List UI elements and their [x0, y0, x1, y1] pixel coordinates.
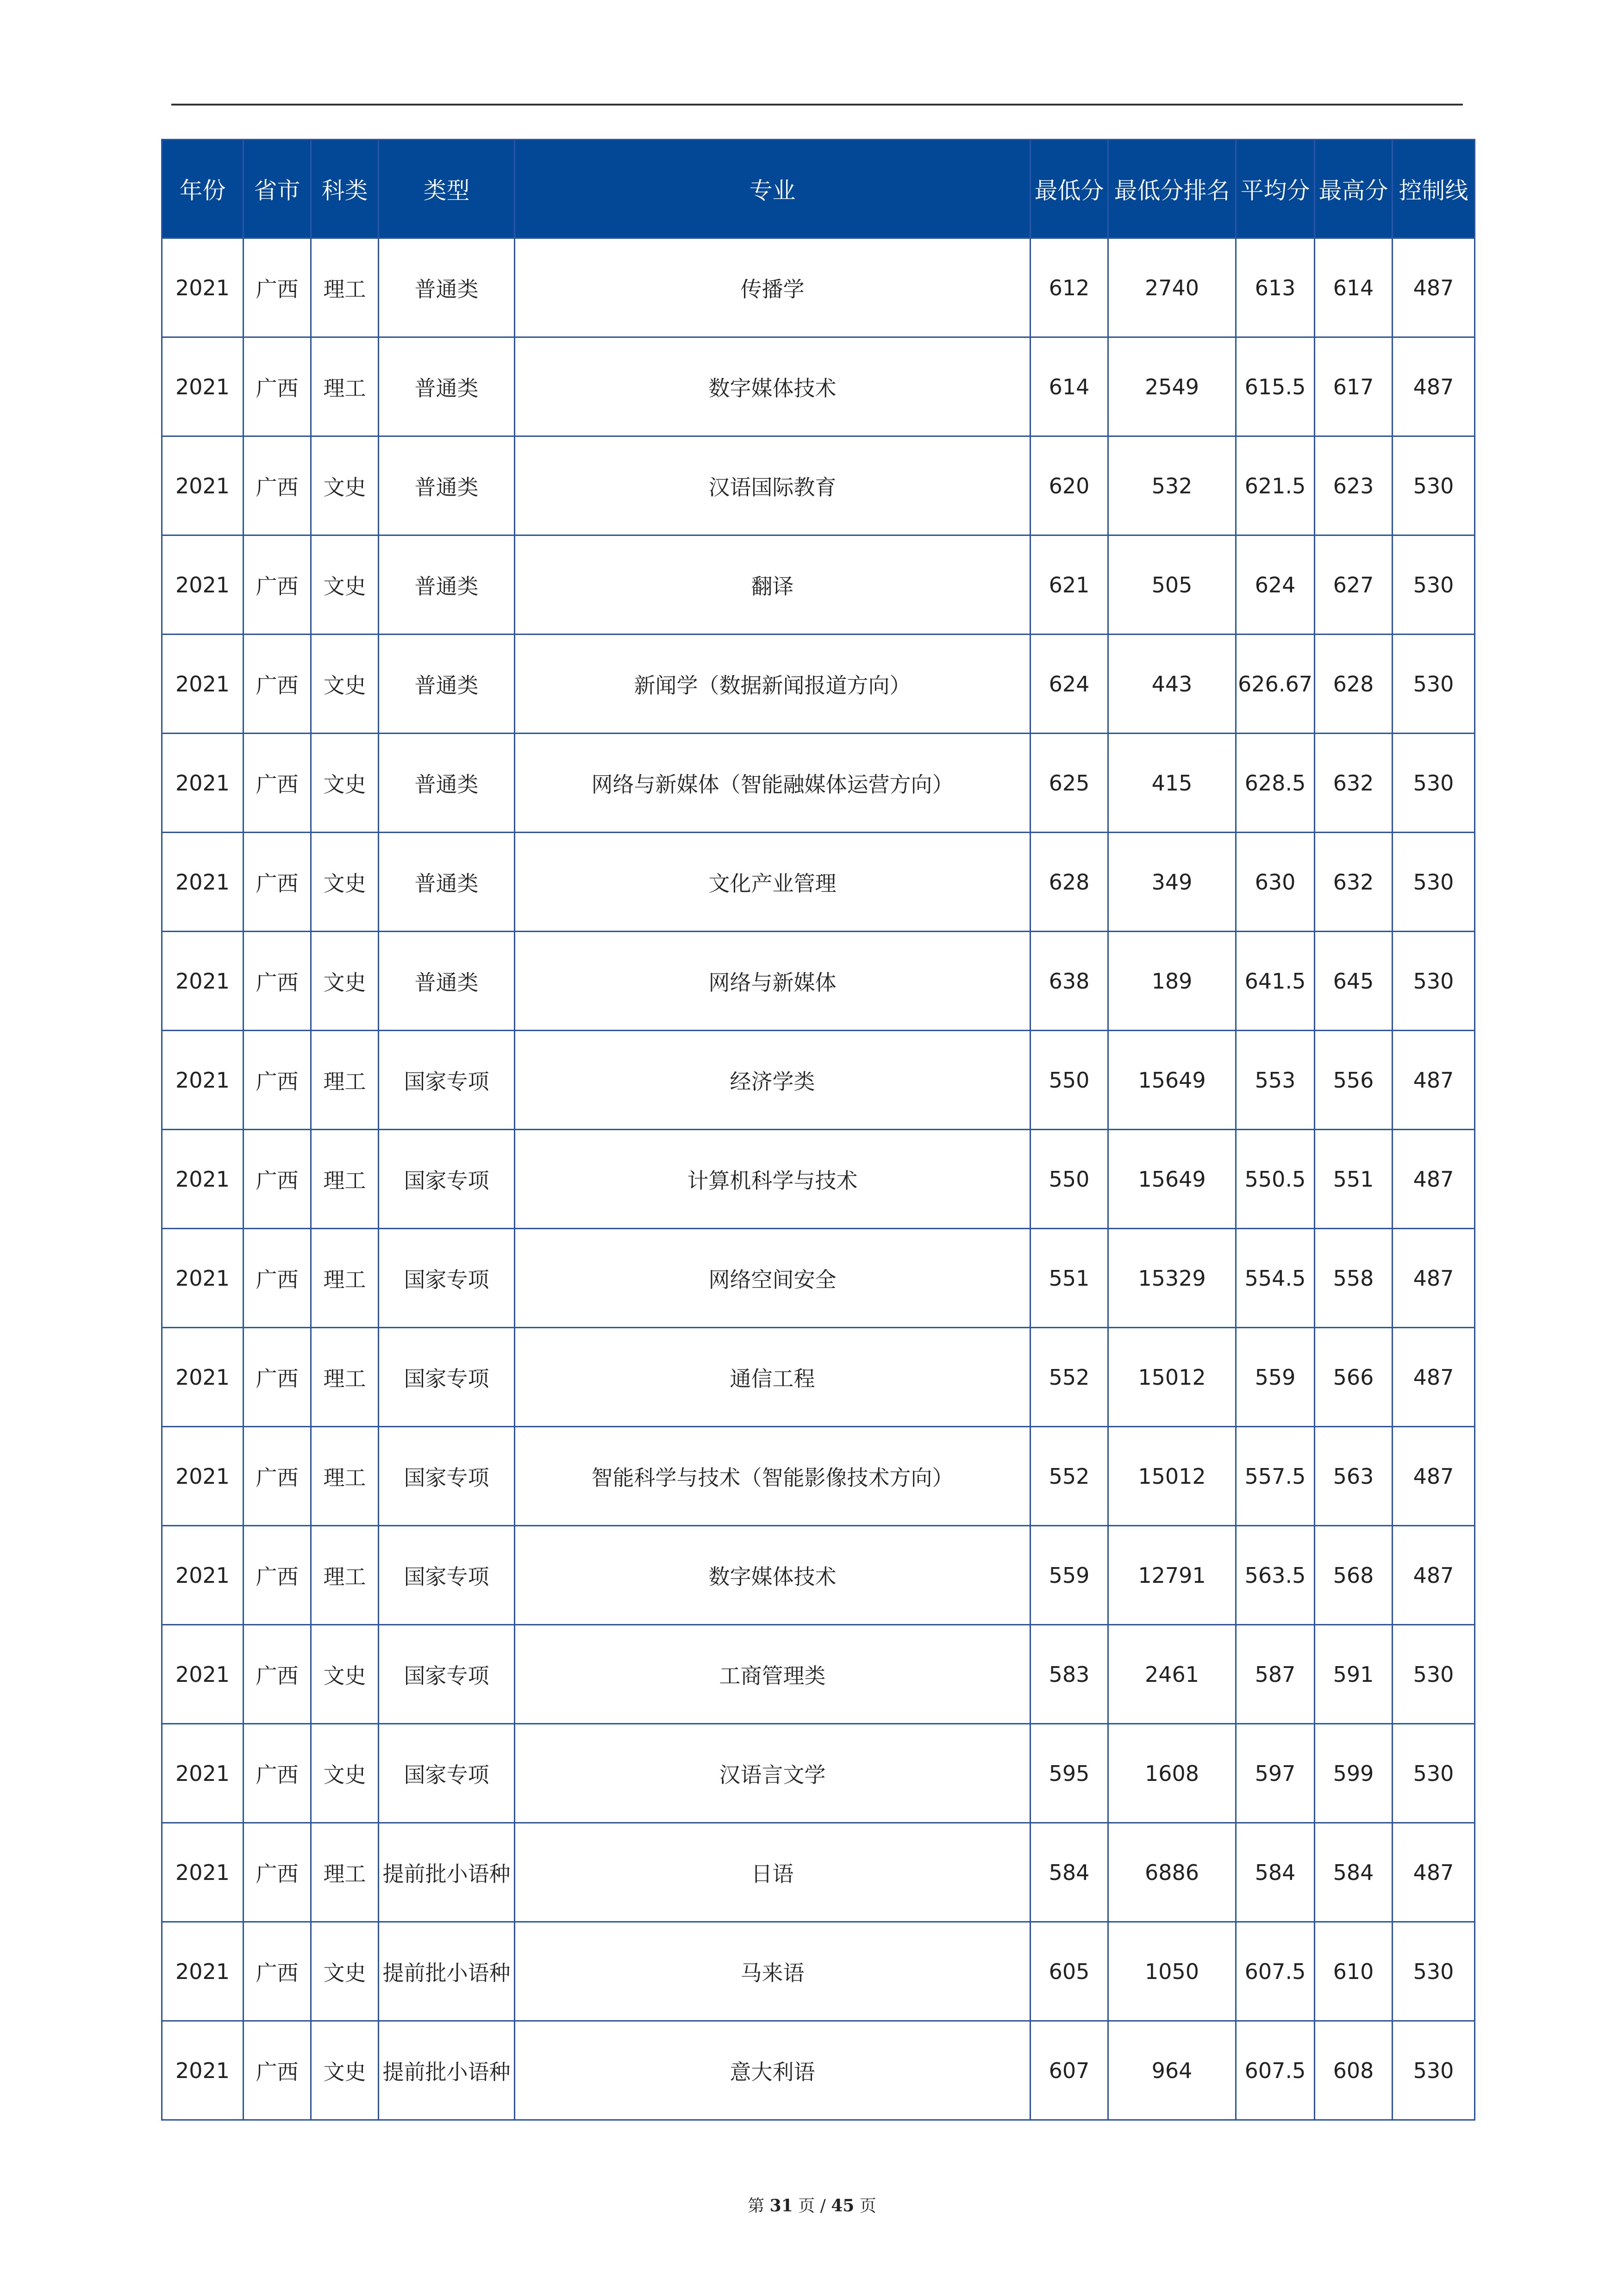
cell-max-score: 563: [1315, 1427, 1393, 1526]
table-row: [162, 734, 1475, 833]
cell-average-score: 615.5: [1236, 337, 1315, 436]
table-row: [162, 932, 1475, 1031]
cell-control-line: 487: [1393, 1229, 1475, 1328]
cell-min-score-rank: 505: [1108, 535, 1236, 635]
cell-min-score-rank: 964: [1108, 2021, 1236, 2120]
cell-province: 广西: [244, 2021, 311, 2120]
cell-year: 2021: [162, 833, 244, 932]
cell-subject-category: 文史: [311, 833, 379, 932]
table-row: [162, 833, 1475, 932]
cell-min-score: 612: [1031, 238, 1108, 337]
cell-admission-type: 国家专项: [379, 1031, 515, 1130]
cell-province: 广西: [244, 1130, 311, 1229]
cell-control-line: 530: [1393, 2021, 1475, 2120]
cell-year: 2021: [162, 1031, 244, 1130]
cell-province: 广西: [244, 1625, 311, 1724]
cell-min-score: 621: [1031, 535, 1108, 635]
cell-min-score: 550: [1031, 1130, 1108, 1229]
cell-province: 广西: [244, 1724, 311, 1823]
cell-average-score: 563.5: [1236, 1526, 1315, 1625]
cell-average-score: 553: [1236, 1031, 1315, 1130]
cell-average-score: 624: [1236, 535, 1315, 635]
cell-min-score-rank: 2549: [1108, 337, 1236, 436]
cell-subject-category: 理工: [311, 1526, 379, 1625]
cell-control-line: 487: [1393, 1823, 1475, 1922]
cell-year: 2021: [162, 1922, 244, 2021]
cell-major: 经济学类: [515, 1031, 1031, 1130]
cell-max-score: 614: [1315, 238, 1393, 337]
table-row: [162, 1229, 1475, 1328]
cell-year: 2021: [162, 1526, 244, 1625]
header-max-score: 最高分: [1315, 140, 1393, 238]
cell-max-score: 628: [1315, 635, 1393, 734]
cell-year: 2021: [162, 1427, 244, 1526]
cell-average-score: 621.5: [1236, 436, 1315, 535]
cell-min-score: 552: [1031, 1328, 1108, 1427]
cell-year: 2021: [162, 1328, 244, 1427]
cell-province: 广西: [244, 932, 311, 1031]
footer-middle: 页 /: [798, 2196, 826, 2215]
cell-min-score: 628: [1031, 833, 1108, 932]
cell-admission-type: 普通类: [379, 734, 515, 833]
cell-admission-type: 普通类: [379, 833, 515, 932]
cell-major: 马来语: [515, 1922, 1031, 2021]
cell-max-score: 556: [1315, 1031, 1393, 1130]
cell-min-score-rank: 415: [1108, 734, 1236, 833]
cell-min-score: 550: [1031, 1031, 1108, 1130]
cell-admission-type: 提前批小语种: [379, 1823, 515, 1922]
cell-province: 广西: [244, 535, 311, 635]
cell-subject-category: 理工: [311, 1823, 379, 1922]
cell-control-line: 530: [1393, 635, 1475, 734]
cell-average-score: 628.5: [1236, 734, 1315, 833]
cell-max-score: 632: [1315, 833, 1393, 932]
table-row: [162, 1427, 1475, 1526]
table-row: [162, 436, 1475, 535]
header-min-score-rank: 最低分排名: [1108, 140, 1236, 238]
cell-max-score: 599: [1315, 1724, 1393, 1823]
cell-min-score-rank: 2461: [1108, 1625, 1236, 1724]
cell-major: 网络与新媒体: [515, 932, 1031, 1031]
cell-max-score: 584: [1315, 1823, 1393, 1922]
header-province: 省市: [244, 140, 311, 238]
cell-subject-category: 理工: [311, 1130, 379, 1229]
cell-min-score-rank: 1050: [1108, 1922, 1236, 2021]
cell-major: 汉语言文学: [515, 1724, 1031, 1823]
cell-min-score: 583: [1031, 1625, 1108, 1724]
cell-max-score: 617: [1315, 337, 1393, 436]
cell-year: 2021: [162, 1823, 244, 1922]
cell-year: 2021: [162, 436, 244, 535]
cell-average-score: 597: [1236, 1724, 1315, 1823]
cell-admission-type: 普通类: [379, 535, 515, 635]
cell-province: 广西: [244, 734, 311, 833]
table-row: [162, 635, 1475, 734]
current-page-number: 31: [769, 2196, 793, 2215]
cell-control-line: 530: [1393, 535, 1475, 635]
cell-subject-category: 理工: [311, 1229, 379, 1328]
cell-year: 2021: [162, 337, 244, 436]
cell-average-score: 587: [1236, 1625, 1315, 1724]
cell-max-score: 568: [1315, 1526, 1393, 1625]
cell-min-score-rank: 189: [1108, 932, 1236, 1031]
cell-min-score-rank: 6886: [1108, 1823, 1236, 1922]
cell-subject-category: 文史: [311, 2021, 379, 2120]
cell-control-line: 487: [1393, 1328, 1475, 1427]
cell-max-score: 610: [1315, 1922, 1393, 2021]
cell-min-score-rank: 15012: [1108, 1427, 1236, 1526]
cell-subject-category: 文史: [311, 436, 379, 535]
cell-min-score-rank: 12791: [1108, 1526, 1236, 1625]
cell-year: 2021: [162, 635, 244, 734]
cell-min-score: 638: [1031, 932, 1108, 1031]
cell-subject-category: 文史: [311, 1922, 379, 2021]
header-major: 专业: [515, 140, 1031, 238]
cell-admission-type: 提前批小语种: [379, 1922, 515, 2021]
cell-average-score: 584: [1236, 1823, 1315, 1922]
cell-min-score: 614: [1031, 337, 1108, 436]
cell-year: 2021: [162, 2021, 244, 2120]
cell-min-score: 625: [1031, 734, 1108, 833]
cell-max-score: 566: [1315, 1328, 1393, 1427]
cell-min-score-rank: 1608: [1108, 1724, 1236, 1823]
cell-admission-type: 国家专项: [379, 1130, 515, 1229]
cell-major: 通信工程: [515, 1328, 1031, 1427]
table-row: [162, 337, 1475, 436]
cell-average-score: 607.5: [1236, 2021, 1315, 2120]
cell-average-score: 607.5: [1236, 1922, 1315, 2021]
cell-province: 广西: [244, 833, 311, 932]
cell-major: 新闻学（数据新闻报道方向）: [515, 635, 1031, 734]
cell-major: 网络与新媒体（智能融媒体运营方向）: [515, 734, 1031, 833]
cell-admission-type: 普通类: [379, 932, 515, 1031]
cell-admission-type: 提前批小语种: [379, 2021, 515, 2120]
cell-major: 文化产业管理: [515, 833, 1031, 932]
header-control-line: 控制线: [1393, 140, 1475, 238]
cell-min-score-rank: 15329: [1108, 1229, 1236, 1328]
header-subject-category: 科类: [311, 140, 379, 238]
page-footer: [0, 2193, 1624, 2216]
table-row: [162, 1823, 1475, 1922]
cell-major: 翻译: [515, 535, 1031, 635]
cell-subject-category: 文史: [311, 734, 379, 833]
cell-min-score: 595: [1031, 1724, 1108, 1823]
cell-province: 广西: [244, 1031, 311, 1130]
cell-subject-category: 理工: [311, 337, 379, 436]
table-row: [162, 2021, 1475, 2120]
cell-control-line: 530: [1393, 932, 1475, 1031]
cell-average-score: 550.5: [1236, 1130, 1315, 1229]
cell-year: 2021: [162, 932, 244, 1031]
cell-min-score: 584: [1031, 1823, 1108, 1922]
cell-subject-category: 文史: [311, 932, 379, 1031]
cell-min-score-rank: 15649: [1108, 1130, 1236, 1229]
cell-average-score: 630: [1236, 833, 1315, 932]
cell-min-score-rank: 532: [1108, 436, 1236, 535]
table-row: [162, 535, 1475, 635]
cell-subject-category: 文史: [311, 635, 379, 734]
cell-year: 2021: [162, 535, 244, 635]
cell-admission-type: 普通类: [379, 436, 515, 535]
cell-average-score: 557.5: [1236, 1427, 1315, 1526]
cell-control-line: 530: [1393, 833, 1475, 932]
cell-province: 广西: [244, 1922, 311, 2021]
cell-min-score-rank: 349: [1108, 833, 1236, 932]
cell-admission-type: 国家专项: [379, 1724, 515, 1823]
cell-subject-category: 理工: [311, 238, 379, 337]
cell-province: 广西: [244, 436, 311, 535]
cell-year: 2021: [162, 1229, 244, 1328]
cell-min-score: 624: [1031, 635, 1108, 734]
cell-average-score: 613: [1236, 238, 1315, 337]
cell-subject-category: 理工: [311, 1427, 379, 1526]
cell-admission-type: 普通类: [379, 635, 515, 734]
top-rule: [171, 104, 1463, 106]
cell-control-line: 487: [1393, 1427, 1475, 1526]
cell-province: 广西: [244, 1823, 311, 1922]
cell-max-score: 591: [1315, 1625, 1393, 1724]
cell-min-score-rank: 15012: [1108, 1328, 1236, 1427]
cell-province: 广西: [244, 337, 311, 436]
cell-control-line: 487: [1393, 238, 1475, 337]
cell-subject-category: 理工: [311, 1031, 379, 1130]
cell-min-score: 620: [1031, 436, 1108, 535]
cell-max-score: 632: [1315, 734, 1393, 833]
cell-admission-type: 普通类: [379, 238, 515, 337]
cell-province: 广西: [244, 1526, 311, 1625]
cell-min-score-rank: 443: [1108, 635, 1236, 734]
header-average-score: 平均分: [1236, 140, 1315, 238]
cell-admission-type: 国家专项: [379, 1427, 515, 1526]
cell-year: 2021: [162, 1724, 244, 1823]
table-row: [162, 1130, 1475, 1229]
cell-average-score: 626.67: [1236, 635, 1315, 734]
cell-major: 意大利语: [515, 2021, 1031, 2120]
header-admission-type: 类型: [379, 140, 515, 238]
cell-major: 数字媒体技术: [515, 337, 1031, 436]
cell-control-line: 487: [1393, 1526, 1475, 1625]
cell-min-score: 551: [1031, 1229, 1108, 1328]
cell-major: 数字媒体技术: [515, 1526, 1031, 1625]
cell-average-score: 559: [1236, 1328, 1315, 1427]
cell-control-line: 530: [1393, 1724, 1475, 1823]
table-row: [162, 1031, 1475, 1130]
table-row: [162, 1328, 1475, 1427]
cell-year: 2021: [162, 1625, 244, 1724]
cell-min-score: 552: [1031, 1427, 1108, 1526]
cell-subject-category: 文史: [311, 1625, 379, 1724]
cell-control-line: 530: [1393, 734, 1475, 833]
cell-max-score: 623: [1315, 436, 1393, 535]
cell-min-score-rank: 2740: [1108, 238, 1236, 337]
cell-control-line: 487: [1393, 337, 1475, 436]
total-page-count: 45: [831, 2196, 855, 2215]
cell-province: 广西: [244, 1427, 311, 1526]
cell-year: 2021: [162, 1130, 244, 1229]
cell-control-line: 487: [1393, 1130, 1475, 1229]
cell-admission-type: 国家专项: [379, 1328, 515, 1427]
cell-control-line: 530: [1393, 436, 1475, 535]
table-row: [162, 1922, 1475, 2021]
cell-min-score: 559: [1031, 1526, 1108, 1625]
cell-major: 传播学: [515, 238, 1031, 337]
cell-year: 2021: [162, 734, 244, 833]
cell-subject-category: 理工: [311, 1328, 379, 1427]
cell-major: 智能科学与技术（智能影像技术方向）: [515, 1427, 1031, 1526]
header-min-score: 最低分: [1031, 140, 1108, 238]
cell-min-score: 605: [1031, 1922, 1108, 2021]
cell-subject-category: 文史: [311, 1724, 379, 1823]
cell-major: 计算机科学与技术: [515, 1130, 1031, 1229]
cell-major: 汉语国际教育: [515, 436, 1031, 535]
cell-average-score: 641.5: [1236, 932, 1315, 1031]
table-row: [162, 1625, 1475, 1724]
cell-min-score: 607: [1031, 2021, 1108, 2120]
table-row: [162, 238, 1475, 337]
footer-suffix: 页: [859, 2196, 876, 2215]
cell-major: 工商管理类: [515, 1625, 1031, 1724]
cell-admission-type: 国家专项: [379, 1526, 515, 1625]
cell-year: 2021: [162, 238, 244, 337]
table-header-row: [162, 140, 1475, 238]
cell-admission-type: 普通类: [379, 337, 515, 436]
cell-admission-type: 国家专项: [379, 1229, 515, 1328]
header-year: 年份: [162, 140, 244, 238]
cell-province: 广西: [244, 1229, 311, 1328]
cell-province: 广西: [244, 238, 311, 337]
table-row: [162, 1526, 1475, 1625]
table-row: [162, 1724, 1475, 1823]
cell-province: 广西: [244, 1328, 311, 1427]
cell-control-line: 487: [1393, 1031, 1475, 1130]
cell-admission-type: 国家专项: [379, 1625, 515, 1724]
cell-average-score: 554.5: [1236, 1229, 1315, 1328]
cell-subject-category: 文史: [311, 535, 379, 635]
cell-control-line: 530: [1393, 1625, 1475, 1724]
footer-prefix: 第: [748, 2196, 765, 2215]
cell-max-score: 645: [1315, 932, 1393, 1031]
table-body: [162, 238, 1475, 2120]
admission-score-table: [161, 139, 1475, 2121]
cell-max-score: 608: [1315, 2021, 1393, 2120]
cell-major: 日语: [515, 1823, 1031, 1922]
cell-major: 网络空间安全: [515, 1229, 1031, 1328]
cell-max-score: 627: [1315, 535, 1393, 635]
cell-province: 广西: [244, 635, 311, 734]
cell-max-score: 551: [1315, 1130, 1393, 1229]
cell-max-score: 558: [1315, 1229, 1393, 1328]
cell-control-line: 530: [1393, 1922, 1475, 2021]
cell-min-score-rank: 15649: [1108, 1031, 1236, 1130]
